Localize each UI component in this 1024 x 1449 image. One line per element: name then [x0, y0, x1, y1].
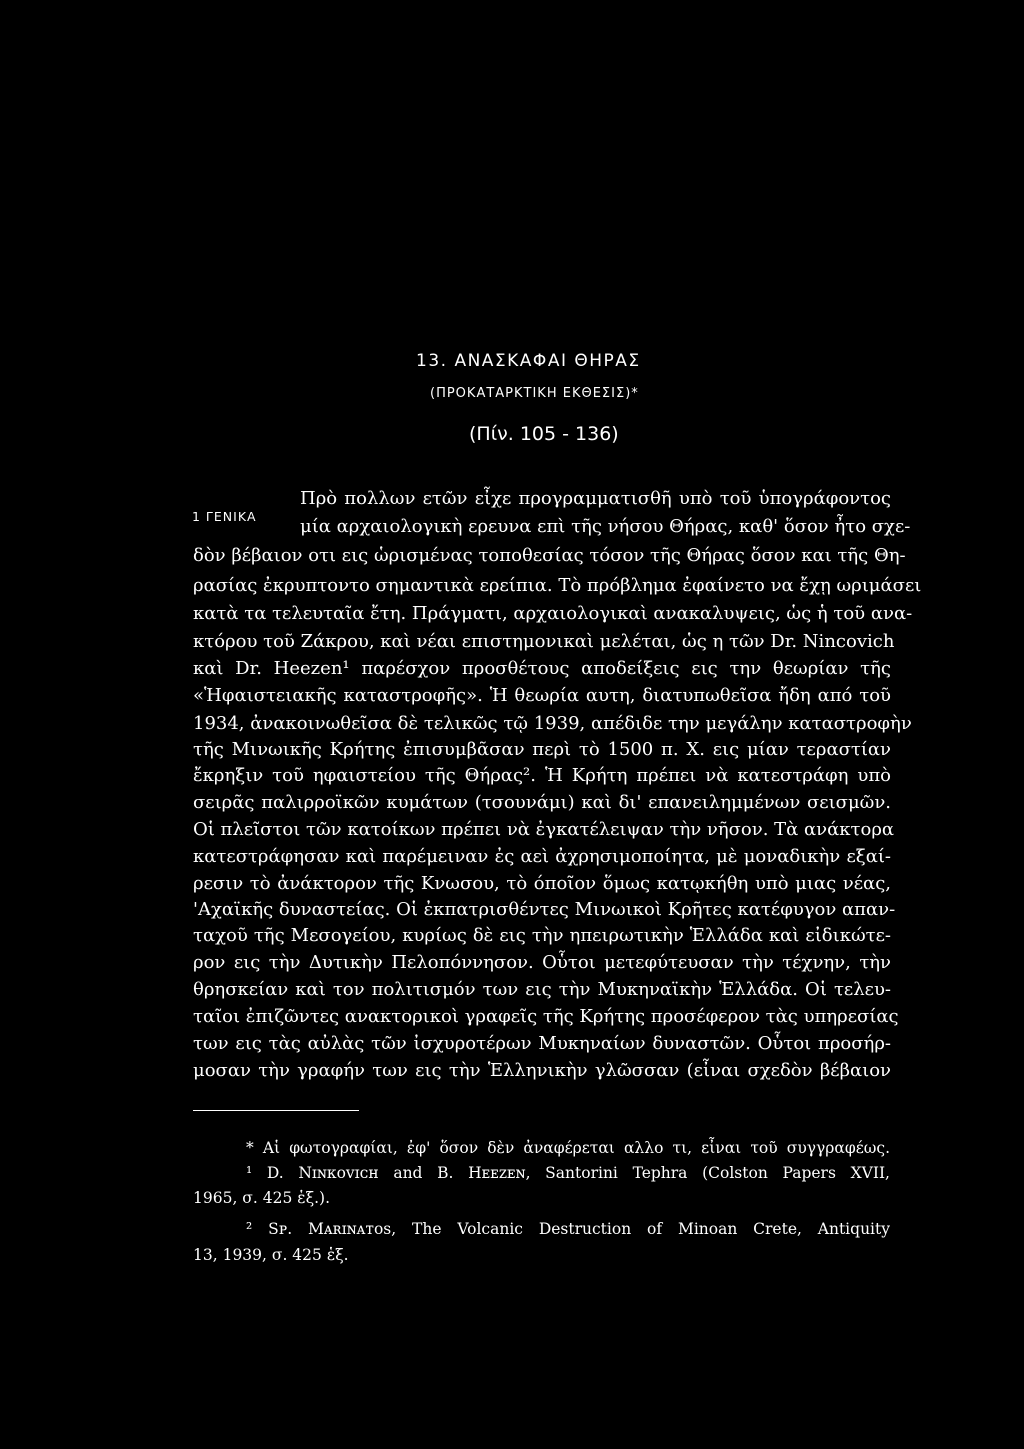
body-line: μία αρχαιολογικὴ ερευνα επὶ τῆς νήσου Θήρας, καθ' ὅσον ἦτο σχε- — [300, 516, 911, 537]
plates-reference: (Πίν. 105 - 136) — [469, 423, 619, 445]
footnote-2: ² Sᴘ. Mᴀʀɪɴᴀᴛᴏs, The Volcanic Destruction of Minoan Crete, Antiquity — [246, 1220, 890, 1238]
body-line: ταχοῦ τῆς Μεσογείου, κυρίως δὲ εις τὴν ηπειρωτικὴν Ἑλλάδα καὶ εἰδικώτε- — [193, 925, 891, 946]
body-line: 'Αχαϊκῆς δυναστείας. Οἱ ἐκπατρισθέντες Μινωικοὶ Κρῆτες κατέφυγον απαν- — [193, 899, 896, 920]
footnote-separator — [193, 1110, 359, 1111]
article-subtitle: (ΠΡΟΚΑΤΑΡΚΤΙΚΗ ΕΚΘΕΣΙΣ)* — [430, 386, 639, 401]
section-label: 1 ΓΕΝΙΚΑ — [192, 509, 257, 524]
body-line: δὸν βέβαιον οτι εις ὡρισμένας τοποθεσίας τόσον τῆς Θήρας ὅσον και τῆς Θη- — [193, 545, 906, 566]
body-line: ρον εις τὴν Δυτικὴν Πελοπόννησον. Οὗτοι μετεφύτευσαν τὴν τέχνην, τὴν — [193, 952, 891, 973]
body-line: ταῖοι ἐπιζῶντες ανακτορικοὶ γραφεῖς τῆς Κρήτης προσέφερον τὰς υπηρεσίας — [193, 1006, 899, 1027]
article-title: 13. ΑΝΑΣΚΑΦΑΙ ΘΗΡΑΣ — [416, 351, 641, 371]
body-line: μοσαν τὴν γραφήν των εις τὴν Ἑλληνικὴν γλῶσσαν (εἶναι σχεδὸν βέβαιον — [193, 1060, 891, 1081]
footnote-2-continued: 13, 1939, σ. 425 ἑξ. — [193, 1246, 349, 1264]
body-line: κατὰ τα τελευταῖα ἔτη. Πράγματι, αρχαιολογικαὶ ανακαλυψεις, ὡς ἡ τοῦ ανα- — [193, 603, 913, 624]
body-line: Πρὸ πολλων ετῶν εἶχε προγραμματισθῆ υπὸ τοῦ ὑπογράφοντος — [300, 488, 891, 509]
body-line: Οἱ πλεῖστοι τῶν κατοίκων πρέπει νὰ ἐγκατέλειψαν τὴν νῆσον. Τὰ ανάκτορα — [193, 819, 895, 840]
body-line: 1934, ἀνακοινωθεῖσα δὲ τελικῶς τῷ 1939, απέδιδε την μεγάλην καταστροφὴν — [193, 713, 912, 734]
footnote-star: * Αἱ φωτογραφίαι, ἐφ' ὅσον δὲν ἀναφέρεται αλλο τι, εἶναι τοῦ συγγραφέως. — [246, 1139, 890, 1157]
body-line: των εις τὰς αὐλὰς τῶν ἰσχυροτέρων Μυκηναίων δυναστῶν. Οὗτοι προσήρ- — [193, 1033, 891, 1054]
body-line: τῆς Μινωικῆς Κρήτης ἐπισυμβᾶσαν περὶ τὸ 1500 π. Χ. εις μίαν τεραστίαν — [193, 739, 891, 760]
body-line: ρεσιν τὸ ἀνάκτορον τῆς Κνωσου, τὸ όποῖον ὅμως κατῳκήθη υπὸ μιας νέας, — [193, 873, 891, 894]
body-line: «Ἡφαιστειακῆς καταστροφῆς». Ἡ θεωρία αυτη, διατυπωθεῖσα ἤδη από τοῦ — [193, 685, 891, 706]
body-line: ἔκρηξιν τοῦ ηφαιστείου τῆς Θήρας². Ἡ Κρήτη πρέπει νὰ κατεστράφη υπὸ — [193, 765, 891, 786]
footnote-1: ¹ D. Nɪɴᴋᴏᴠɪᴄʜ and B. Hᴇᴇᴢᴇɴ, Santorini Tephra (Colston Papers XVII, — [246, 1164, 890, 1182]
body-line: κτόρου τοῦ Ζάκρου, καὶ νέαι επιστημονικαὶ μελέται, ὡς η τῶν Dr. Nincovich — [193, 631, 895, 652]
body-line: ρασίας ἐκρυπτοντο σημαντικὰ ερείπια. Τὸ πρόβλημα ἐφαίνετο να ἔχῃ ωριμάσει — [193, 575, 922, 596]
body-line: κατεστράφησαν καὶ παρέμειναν ἐς αεὶ ἀχρησιμοποίητα, μὲ μοναδικὴν εξαί- — [193, 846, 891, 867]
body-line: σειρᾶς παλιρροϊκῶν κυμάτων (τσουνάμι) καὶ δι' επανειλημμένων σεισμῶν. — [193, 792, 891, 813]
body-line: θρησκείαν καὶ τον πολιτισμόν των εις τὴν Μυκηναϊκὴν Ἑλλάδα. Οἱ τελευ- — [193, 979, 891, 1000]
footnote-1-continued: 1965, σ. 425 ἑξ.). — [193, 1189, 331, 1207]
body-line: καὶ Dr. Heezen¹ παρέσχον προσθέτους αποδείξεις εις την θεωρίαν τῆς — [193, 658, 891, 679]
